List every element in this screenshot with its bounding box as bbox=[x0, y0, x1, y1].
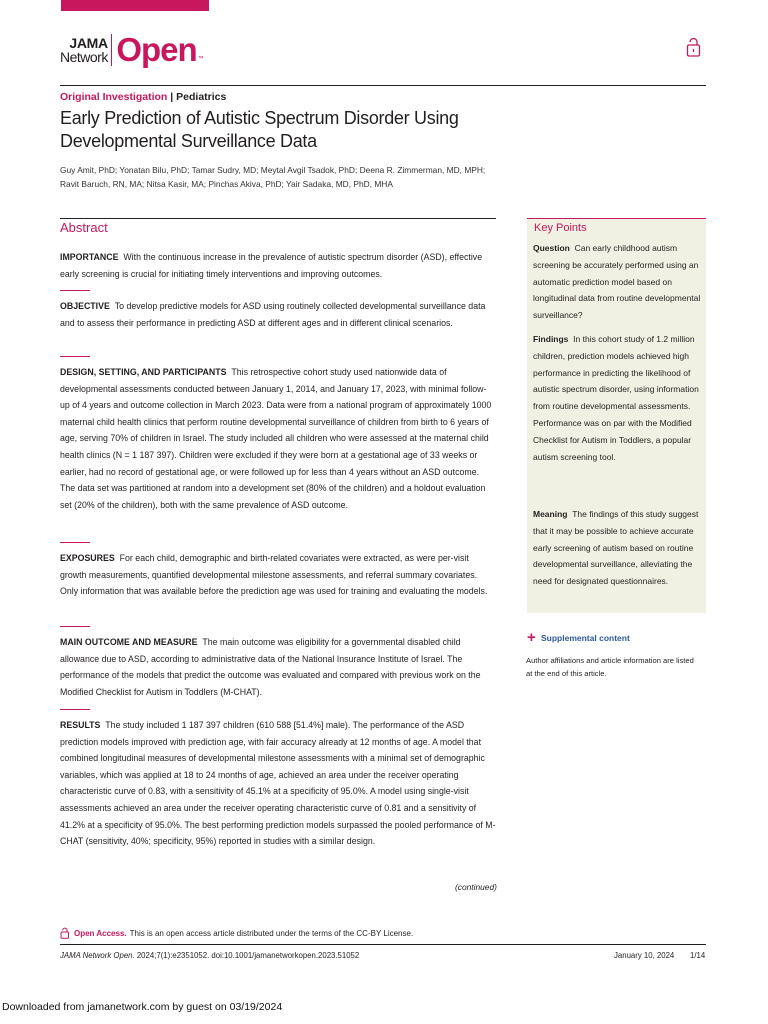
section-label: RESULTS bbox=[60, 720, 101, 730]
abstract-rule bbox=[60, 218, 496, 219]
logo-jama: JAMA bbox=[69, 35, 108, 51]
logo-text-left bbox=[60, 36, 108, 64]
section-label: OBJECTIVE bbox=[60, 301, 110, 311]
footer-rule bbox=[60, 944, 706, 945]
logo-divider bbox=[111, 34, 113, 66]
open-access-text: This is an open access article distributed under the terms of the CC-BY License. bbox=[129, 928, 414, 938]
section-label: IMPORTANCE bbox=[60, 252, 119, 262]
abstract-exposures bbox=[60, 550, 496, 600]
open-access-label: Open Access. bbox=[74, 928, 127, 938]
section-divider bbox=[60, 626, 90, 627]
article-section: Pediatrics bbox=[176, 91, 227, 103]
section-text: The study included 1 187 397 children (610 588 [51.4%] male). The performance of the ASD prediction models improved with prediction age, with fair accuracy already at 12 months of age. A model that combined longitudinal measures of developmental milestone assessments with a minimal set of demographic variables, which was applied at 18 to 24 months of age, achieved an area under the receiver operating characteristic curve of 0.83, with a sensitivity of 45.1% at a specificity of 95.0%. A model using single-visit assessments achieved an area under the receiver operating characteristic curve of 0.81 and a sensitivity of 41.2% at a specificity of 95.0%. The best performing prediction models surpassed the pooled performance of M-CHAT (sensitivity, 40%; specificity, 95%) reported in studies with a similar design. bbox=[60, 720, 496, 847]
section-divider bbox=[60, 290, 90, 291]
article-type-line bbox=[60, 91, 226, 103]
key-point-label: Meaning bbox=[533, 509, 568, 519]
section-label: DESIGN, SETTING, AND PARTICIPANTS bbox=[60, 367, 227, 377]
section-divider bbox=[60, 709, 90, 710]
key-point-text: In this cohort study of 1.2 million children, prediction models achieved high performance in predicting the likelihood of autistic spectrum disorder, using information from routine developmental assessments. Performance was on par with the Modified Checklist for Autism in Toddlers, a popular autism screening tool. bbox=[533, 334, 699, 462]
publication-date: January 10, 2024 bbox=[614, 951, 675, 960]
section-text: With the continuous increase in the prevalence of autistic spectrum disorder (ASD), effective early screening is crucial for initiating timely interventions and improving outcomes. bbox=[60, 252, 483, 279]
section-text: To develop predictive models for ASD using routinely collected developmental surveillance data and to assess their performance in predicting ASD at different ages and in different clinical scenarios. bbox=[60, 301, 486, 328]
supplemental-content-label[interactable]: Supplemental content bbox=[541, 633, 630, 643]
section-label: EXPOSURES bbox=[60, 553, 115, 563]
key-points-heading: Key Points bbox=[534, 222, 587, 234]
section-text: For each child, demographic and birth-related covariates were extracted, as were per-visit growth measurements, quantified developmental milestone assessments, and referral summary covariates. Only information that was available before the prediction age was used for training and evaluating the models. bbox=[60, 553, 488, 597]
logo-open: Open bbox=[116, 31, 197, 68]
abstract-heading: Abstract bbox=[60, 220, 108, 235]
open-padlock-icon bbox=[60, 927, 70, 939]
section-text: This retrospective cohort study used nationwide data of developmental assessments conducted between January 1, 2014, and January 17, 2023, with minimal follow-up of 4 years and outcome collection in March 2023. Data were from a national program of approximately 1000 maternal child health clinics that perform routine developmental surveillance of children from birth to 6 years of age, serving 70% of children in Israel. The study included all children who were assessed at the maternal child health clinics (N = 1 187 397). Children were excluded if they were born at a gestational age of 33 weeks or earlier, had no record of gestational age, or were followed up for less than 4 years without an ASD outcome. The data set was partitioned at random into a development set (80% of the children) and a holdout evaluation set (20% of the children), both with the same prevalence of ASD outcome. bbox=[60, 367, 492, 510]
section-divider bbox=[60, 356, 90, 357]
abstract-importance bbox=[60, 249, 496, 282]
author-list: Guy Amit, PhD; Yonatan Bilu, PhD; Tamar Sudry, MD; Meytal Avgil Tsadok, PhD; Deena R. Zimmerman, MD, MPH; Ravit Baruch, RN, MA; Nitsa Kasir, MA; Pinchas Akiva, PhD; Yair Sadaka, MD, PhD, MHA bbox=[60, 165, 486, 189]
plus-icon: + bbox=[527, 629, 536, 646]
section-label: MAIN OUTCOME AND MEASURE bbox=[60, 637, 198, 647]
abstract-main-outcome bbox=[60, 634, 496, 700]
key-point-label: Findings bbox=[533, 334, 569, 344]
continued-note: (continued) bbox=[455, 882, 497, 892]
journal-logo bbox=[60, 30, 204, 70]
affiliations-note: Author affiliations and article information are listed at the end of this article. bbox=[526, 656, 694, 678]
key-point-label: Question bbox=[533, 243, 570, 253]
citation-line bbox=[60, 951, 359, 960]
article-type[interactable]: Original Investigation bbox=[60, 91, 168, 103]
abstract-results bbox=[60, 717, 496, 850]
key-points-meaning bbox=[533, 506, 701, 590]
key-points-question bbox=[533, 240, 701, 324]
article-title: Early Prediction of Autistic Spectrum Disorder Using Developmental Surveillance Data bbox=[60, 108, 459, 151]
key-point-text: The findings of this study suggest that it may be possible to achieve accurate early screening of autism based on routine developmental surveillance, alleviating the need for designated questionnaires. bbox=[533, 509, 699, 587]
article-type-separator: | bbox=[167, 91, 177, 103]
download-stamp: Downloaded from jamanetwork.com by guest on 03/19/2024 bbox=[2, 1001, 283, 1013]
open-access-line bbox=[60, 927, 413, 939]
abstract-design bbox=[60, 364, 496, 513]
open-padlock-icon bbox=[686, 36, 702, 58]
page-number: 1/14 bbox=[690, 951, 706, 960]
key-points-findings bbox=[533, 331, 701, 465]
abstract-objective bbox=[60, 298, 496, 331]
brand-accent-bar bbox=[61, 0, 209, 11]
section-text: The main outcome was eligibility for a governmental disabled child allowance due to ASD, according to administrative data of the National Insurance Institute of Israel. The performance of the models that predict the outcome was evaluated and compared with previous work on the Modified Checklist for Autism in Toddlers (M-CHAT). bbox=[60, 637, 481, 697]
key-point-text: Can early childhood autism screening be accurately performed using an automatic prediction model based on longitudinal data from routine developmental surveillance? bbox=[533, 243, 701, 321]
logo-trademark: ™ bbox=[197, 56, 204, 62]
journal-name: JAMA Network Open. bbox=[60, 951, 135, 960]
citation-details: 2024;7(1):e2351052. doi:10.1001/jamanetworkopen.2023.51052 bbox=[134, 951, 360, 960]
supplemental-content-link[interactable] bbox=[527, 631, 630, 645]
header-rule bbox=[60, 85, 706, 86]
logo-network: Network bbox=[60, 49, 108, 65]
section-divider bbox=[60, 542, 90, 543]
